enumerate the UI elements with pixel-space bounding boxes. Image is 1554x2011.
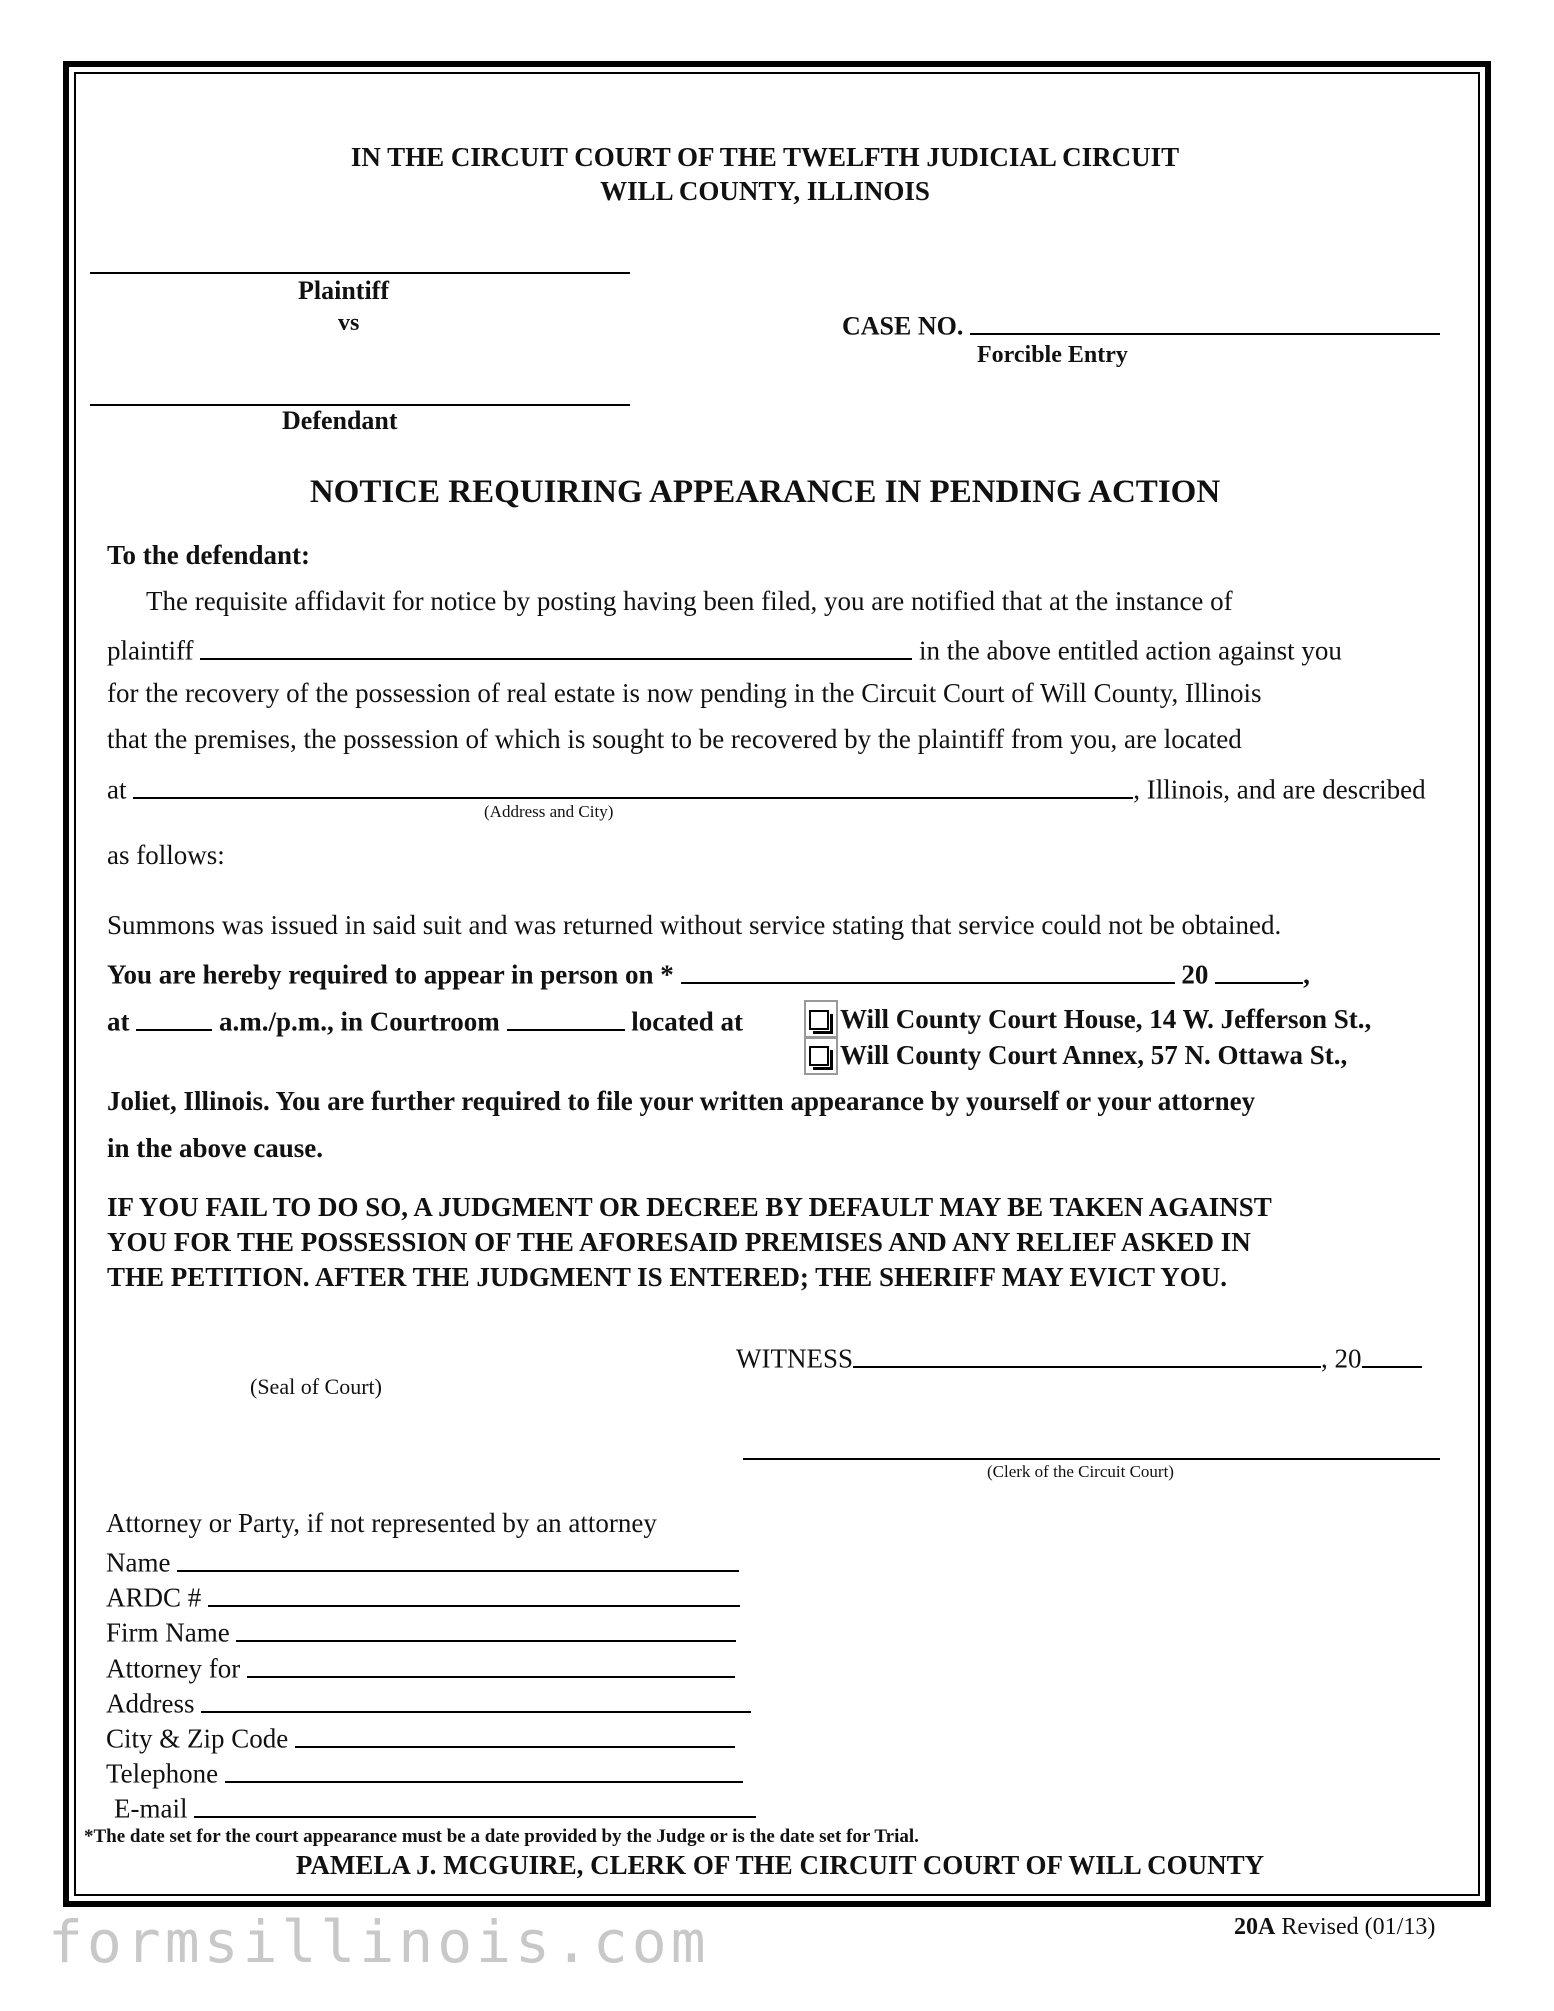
- case-type: Forcible Entry: [977, 342, 1128, 368]
- county-name: WILL COUNTY, ILLINOIS: [600, 176, 930, 206]
- address-field[interactable]: [133, 771, 1133, 799]
- email-row: [114, 1790, 756, 1825]
- body-line-3: for the recovery of the possession of real estate is now pending in the Circuit Court of Will County, Illinois: [107, 678, 1262, 708]
- ardc-field[interactable]: [208, 1579, 740, 1607]
- form-id: [1234, 1914, 1435, 1941]
- appear-year: 20: [1181, 959, 1209, 990]
- case-no-label: CASE NO.: [842, 311, 964, 341]
- body-line-4: that the premises, the possession of which is sought to be recovered by the plaintiff from you, are located: [107, 724, 1242, 754]
- checkbox-icon: [809, 1046, 829, 1066]
- ardc-row: [106, 1579, 740, 1614]
- firm-label: Firm Name: [106, 1617, 230, 1648]
- form-revised: Revised (01/13): [1281, 1914, 1436, 1940]
- defendant-label: Defendant: [282, 406, 398, 435]
- witness-field[interactable]: [853, 1340, 1321, 1368]
- case-number: [842, 308, 1440, 342]
- at-prefix: at: [107, 774, 127, 805]
- vs-label: vs: [338, 310, 360, 336]
- watermark: formsillinois.com: [48, 1908, 710, 1976]
- salutation: To the defendant:: [107, 540, 311, 570]
- time-room-line: [107, 1003, 743, 1038]
- location-option-2[interactable]: [804, 1036, 1347, 1075]
- location-1-label: Will County Court House, 14 W. Jefferson St.,: [840, 1004, 1372, 1034]
- plaintiff-label: Plaintiff: [298, 276, 389, 305]
- footnote: *The date set for the court appearance must be a date provided by the Judge or is the date set for Trial.: [84, 1826, 919, 1847]
- appear-comma: ,: [1303, 959, 1310, 990]
- cause-line: in the above cause.: [107, 1133, 323, 1163]
- witness-label: WITNESS: [736, 1343, 853, 1374]
- ardc-label: ARDC #: [106, 1582, 202, 1613]
- address-row: [106, 1685, 751, 1720]
- email-label: E-mail: [114, 1793, 188, 1824]
- witness-line: [736, 1340, 1422, 1375]
- joliet-line: Joliet, Illinois. You are further required to file your written appearance by yourself or your attorney: [107, 1086, 1256, 1116]
- default-warning: [107, 1190, 1272, 1295]
- appear-line: [107, 956, 1310, 991]
- plaintiff-line[interactable]: [90, 272, 630, 274]
- time-field[interactable]: [136, 1003, 212, 1031]
- ampm-label: a.m./p.m., in Courtroom: [219, 1006, 500, 1037]
- courthouse-checkbox[interactable]: [804, 1000, 838, 1039]
- clerk-signature-line[interactable]: [743, 1458, 1440, 1460]
- body-line-1: The requisite affidavit for notice by posting having been filed, you are notified that at the instance of: [146, 586, 1233, 616]
- address-hint: (Address and City): [484, 802, 614, 821]
- form-number: 20A: [1234, 1914, 1276, 1940]
- telephone-field[interactable]: [225, 1755, 743, 1783]
- location-2-label: Will County Court Annex, 57 N. Ottawa St.,: [840, 1040, 1348, 1070]
- case-no-field[interactable]: [970, 308, 1440, 335]
- at-suffix: , Illinois, and are described: [1133, 774, 1426, 805]
- telephone-label: Telephone: [106, 1758, 219, 1789]
- attorney-name-label: Name: [106, 1547, 171, 1578]
- plaintiff-name-field[interactable]: [200, 632, 912, 660]
- court-name: IN THE CIRCUIT COURT OF THE TWELFTH JUDICIAL CIRCUIT: [350, 142, 1180, 172]
- plaintiff-suffix: in the above entitled action against you: [918, 635, 1342, 666]
- location-option-1[interactable]: [804, 1000, 1371, 1039]
- annex-checkbox[interactable]: [804, 1036, 838, 1075]
- warning-line-3: THE PETITION. AFTER THE JUDGMENT IS ENTERED; THE SHERIFF MAY EVICT YOU.: [107, 1262, 1227, 1292]
- at-label: at: [107, 1006, 130, 1037]
- city-zip-label: City & Zip Code: [106, 1723, 289, 1754]
- attorney-address-label: Address: [106, 1688, 195, 1719]
- email-field[interactable]: [194, 1790, 756, 1818]
- attorney-address-field[interactable]: [201, 1685, 751, 1713]
- attorney-name-field[interactable]: [177, 1544, 739, 1572]
- warning-line-2: YOU FOR THE POSSESSION OF THE AFORESAID PREMISES AND ANY RELIEF ASKED IN: [107, 1227, 1251, 1257]
- body-plaintiff-line: [107, 632, 1342, 667]
- notice-title: NOTICE REQUIRING APPEARANCE IN PENDING ACTION: [309, 474, 1221, 510]
- court-header: [0, 140, 1530, 208]
- appear-year-field[interactable]: [1215, 956, 1303, 984]
- located-at: located at: [631, 1006, 743, 1037]
- witness-year-field[interactable]: [1362, 1340, 1422, 1368]
- city-zip-field[interactable]: [295, 1720, 735, 1748]
- body-address-line: [107, 771, 1426, 806]
- checkbox-icon: [809, 1010, 829, 1030]
- appear-date-field[interactable]: [681, 956, 1175, 984]
- courtroom-field[interactable]: [507, 1003, 625, 1031]
- attorney-for-field[interactable]: [247, 1650, 735, 1678]
- firm-row: [106, 1614, 736, 1649]
- warning-line-1: IF YOU FAIL TO DO SO, A JUDGMENT OR DECREE BY DEFAULT MAY BE TAKEN AGAINST: [107, 1192, 1272, 1222]
- summons-line: Summons was issued in said suit and was returned without service stating that service could not be obtained.: [107, 910, 1282, 940]
- city-zip-row: [106, 1720, 735, 1755]
- firm-field[interactable]: [236, 1614, 736, 1642]
- as-follows: as follows:: [107, 840, 225, 870]
- witness-year: , 20: [1321, 1343, 1362, 1374]
- plaintiff-prefix: plaintiff: [107, 635, 194, 666]
- attorney-heading: Attorney or Party, if not represented by an attorney: [106, 1508, 657, 1538]
- clerk-label: (Clerk of the Circuit Court): [987, 1462, 1174, 1481]
- appear-prefix: You are hereby required to appear in person on *: [107, 959, 674, 990]
- attorney-name-row: [106, 1544, 739, 1579]
- seal-label: (Seal of Court): [250, 1374, 382, 1399]
- clerk-name: PAMELA J. MCGUIRE, CLERK OF THE CIRCUIT COURT OF WILL COUNTY: [295, 1850, 1265, 1880]
- telephone-row: [106, 1755, 743, 1790]
- attorney-for-label: Attorney for: [106, 1653, 241, 1684]
- attorney-for-row: [106, 1650, 735, 1685]
